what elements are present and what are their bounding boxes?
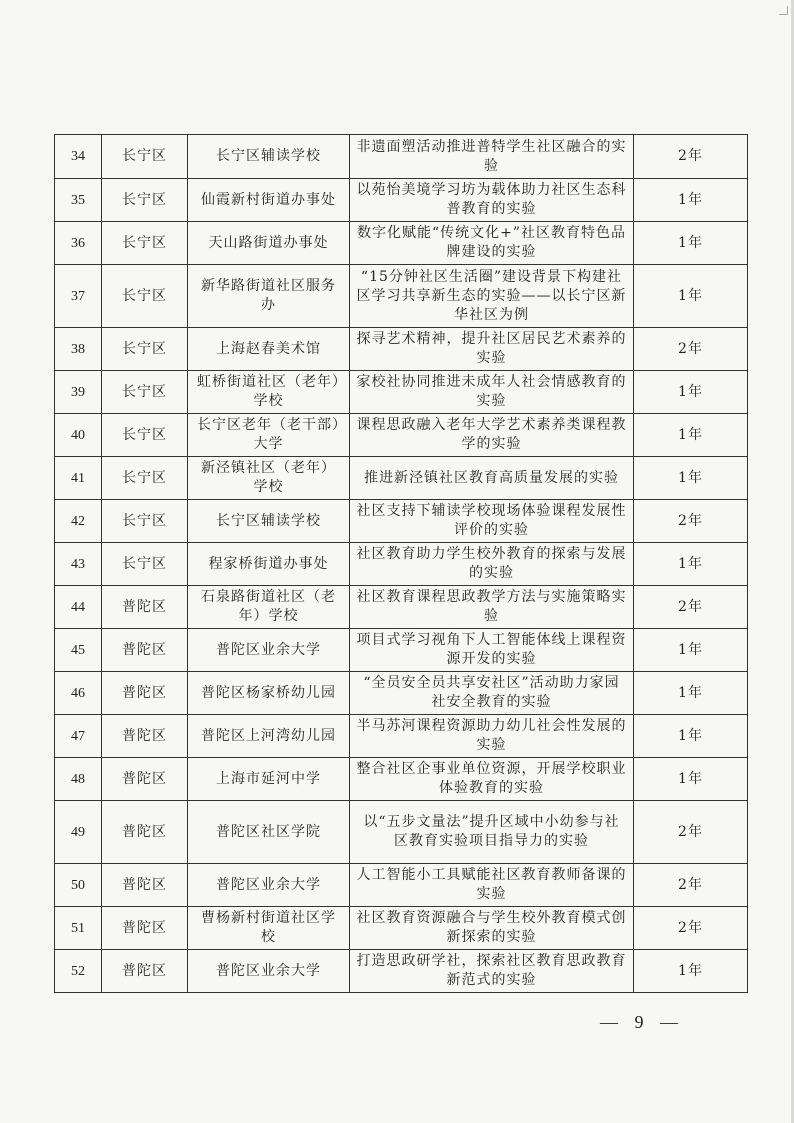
- row-topic: 家校社协同推进未成年人社会情感教育的实验: [350, 371, 634, 414]
- row-duration: 1年: [634, 543, 748, 586]
- row-unit: 普陀区上河湾幼儿园: [188, 715, 350, 758]
- table-row: [55, 135, 748, 179]
- row-unit: 新华路街道社区服务办: [188, 265, 350, 328]
- row-number: 46: [55, 672, 102, 715]
- row-topic: 项目式学习视角下人工智能体线上课程资源开发的实验: [350, 629, 634, 672]
- table-row: [55, 543, 748, 586]
- row-topic: 数字化赋能“传统文化+”社区教育特色品牌建设的实验: [350, 222, 634, 265]
- row-unit: 长宁区老年（老干部）大学: [188, 414, 350, 457]
- table-row: [55, 414, 748, 457]
- table-row: [55, 222, 748, 265]
- row-duration: 2年: [634, 907, 748, 950]
- row-number: 39: [55, 371, 102, 414]
- table-row: [55, 371, 748, 414]
- table-row: [55, 457, 748, 500]
- row-district: 长宁区: [102, 371, 188, 414]
- row-topic: 非遗面塑活动推进普特学生社区融合的实验: [350, 135, 634, 179]
- row-duration: 1年: [634, 371, 748, 414]
- crop-mark: [779, 6, 788, 15]
- row-number: 42: [55, 500, 102, 543]
- page-number: 9: [634, 1012, 644, 1032]
- row-number: 43: [55, 543, 102, 586]
- row-number: 40: [55, 414, 102, 457]
- row-unit: 曹杨新村街道社区学校: [188, 907, 350, 950]
- row-district: 普陀区: [102, 715, 188, 758]
- row-district: 普陀区: [102, 801, 188, 864]
- row-topic: 社区教育课程思政教学方法与实施策略实验: [350, 586, 634, 629]
- row-unit: 程家桥街道办事处: [188, 543, 350, 586]
- row-duration: 1年: [634, 758, 748, 801]
- row-district: 长宁区: [102, 222, 188, 265]
- table-row: [55, 586, 748, 629]
- row-topic: 社区教育资源融合与学生校外教育模式创新探索的实验: [350, 907, 634, 950]
- row-unit: 长宁区辅读学校: [188, 500, 350, 543]
- row-number: 37: [55, 265, 102, 328]
- row-number: 34: [55, 135, 102, 179]
- table-row: [55, 758, 748, 801]
- row-unit: 新泾镇社区（老年）学校: [188, 457, 350, 500]
- row-duration: 1年: [634, 179, 748, 222]
- row-number: 44: [55, 586, 102, 629]
- row-topic: 社区教育助力学生校外教育的探索与发展的实验: [350, 543, 634, 586]
- row-number: 50: [55, 864, 102, 907]
- row-district: 普陀区: [102, 907, 188, 950]
- row-topic: 探寻艺术精神，提升社区居民艺术素养的实验: [350, 328, 634, 371]
- row-duration: 2年: [634, 864, 748, 907]
- row-unit: 普陀区社区学院: [188, 801, 350, 864]
- row-district: 长宁区: [102, 500, 188, 543]
- row-topic: “15分钟社区生活圈”建设背景下构建社区学习共享新生态的实验——以长宁区新华社区为例: [350, 265, 634, 328]
- row-number: 48: [55, 758, 102, 801]
- row-unit: 上海赵春美术馆: [188, 328, 350, 371]
- row-duration: 2年: [634, 135, 748, 179]
- row-district: 普陀区: [102, 586, 188, 629]
- table-row: [55, 715, 748, 758]
- row-duration: 2年: [634, 328, 748, 371]
- row-district: 普陀区: [102, 864, 188, 907]
- row-unit: 天山路街道办事处: [188, 222, 350, 265]
- table-row: [55, 801, 748, 864]
- row-number: 45: [55, 629, 102, 672]
- row-duration: 1年: [634, 672, 748, 715]
- row-duration: 1年: [634, 414, 748, 457]
- row-topic: 课程思政融入老年大学艺术素养类课程教学的实验: [350, 414, 634, 457]
- row-unit: 石泉路街道社区（老年）学校: [188, 586, 350, 629]
- row-district: 普陀区: [102, 629, 188, 672]
- row-duration: 2年: [634, 801, 748, 864]
- table-row: [55, 629, 748, 672]
- row-topic: 打造思政研学社，探索社区教育思政教育新范式的实验: [350, 950, 634, 993]
- table-row: [55, 179, 748, 222]
- row-topic: 整合社区企事业单位资源，开展学校职业体验教育的实验: [350, 758, 634, 801]
- row-number: 38: [55, 328, 102, 371]
- row-district: 普陀区: [102, 950, 188, 993]
- page-number-dash-right: —: [660, 1012, 678, 1032]
- row-number: 47: [55, 715, 102, 758]
- row-duration: 1年: [634, 222, 748, 265]
- table-row: [55, 265, 748, 328]
- row-district: 长宁区: [102, 543, 188, 586]
- row-number: 36: [55, 222, 102, 265]
- table-row: [55, 672, 748, 715]
- page-number-dash-left: —: [600, 1012, 618, 1032]
- row-duration: 2年: [634, 586, 748, 629]
- row-topic: 人工智能小工具赋能社区教育教师备课的实验: [350, 864, 634, 907]
- row-district: 长宁区: [102, 265, 188, 328]
- row-district: 长宁区: [102, 135, 188, 179]
- row-district: 普陀区: [102, 672, 188, 715]
- row-unit: 虹桥街道社区（老年）学校: [188, 371, 350, 414]
- row-number: 51: [55, 907, 102, 950]
- table-row: [55, 950, 748, 993]
- row-unit: 普陀区业余大学: [188, 629, 350, 672]
- row-duration: 1年: [634, 457, 748, 500]
- row-district: 普陀区: [102, 758, 188, 801]
- row-district: 长宁区: [102, 328, 188, 371]
- project-table: [54, 134, 748, 993]
- table-row: [55, 328, 748, 371]
- row-topic: 推进新泾镇社区教育高质量发展的实验: [350, 457, 634, 500]
- row-topic: 以“五步文量法”提升区域中小幼参与社区教育实验项目指导力的实验: [350, 801, 634, 864]
- row-unit: 长宁区辅读学校: [188, 135, 350, 179]
- row-duration: 1年: [634, 715, 748, 758]
- row-district: 长宁区: [102, 414, 188, 457]
- row-duration: 1年: [634, 629, 748, 672]
- row-unit: 普陀区业余大学: [188, 950, 350, 993]
- row-number: 49: [55, 801, 102, 864]
- row-duration: 1年: [634, 950, 748, 993]
- row-topic: 半马苏河课程资源助力幼儿社会性发展的实验: [350, 715, 634, 758]
- row-topic: 以苑怡美境学习坊为载体助力社区生态科普教育的实验: [350, 179, 634, 222]
- row-unit: 上海市延河中学: [188, 758, 350, 801]
- row-duration: 2年: [634, 500, 748, 543]
- table-row: [55, 864, 748, 907]
- row-topic: 社区支持下辅读学校现场体验课程发展性评价的实验: [350, 500, 634, 543]
- row-unit: 普陀区杨家桥幼儿园: [188, 672, 350, 715]
- page-number-footer: [600, 1012, 678, 1033]
- row-number: 41: [55, 457, 102, 500]
- row-unit: 普陀区业余大学: [188, 864, 350, 907]
- table-row: [55, 500, 748, 543]
- row-district: 长宁区: [102, 179, 188, 222]
- row-number: 52: [55, 950, 102, 993]
- row-duration: 1年: [634, 265, 748, 328]
- row-district: 长宁区: [102, 457, 188, 500]
- table-row: [55, 907, 748, 950]
- row-unit: 仙霞新村街道办事处: [188, 179, 350, 222]
- row-topic: “全员安全员共享安社区”活动助力家园社安全教育的实验: [350, 672, 634, 715]
- row-number: 35: [55, 179, 102, 222]
